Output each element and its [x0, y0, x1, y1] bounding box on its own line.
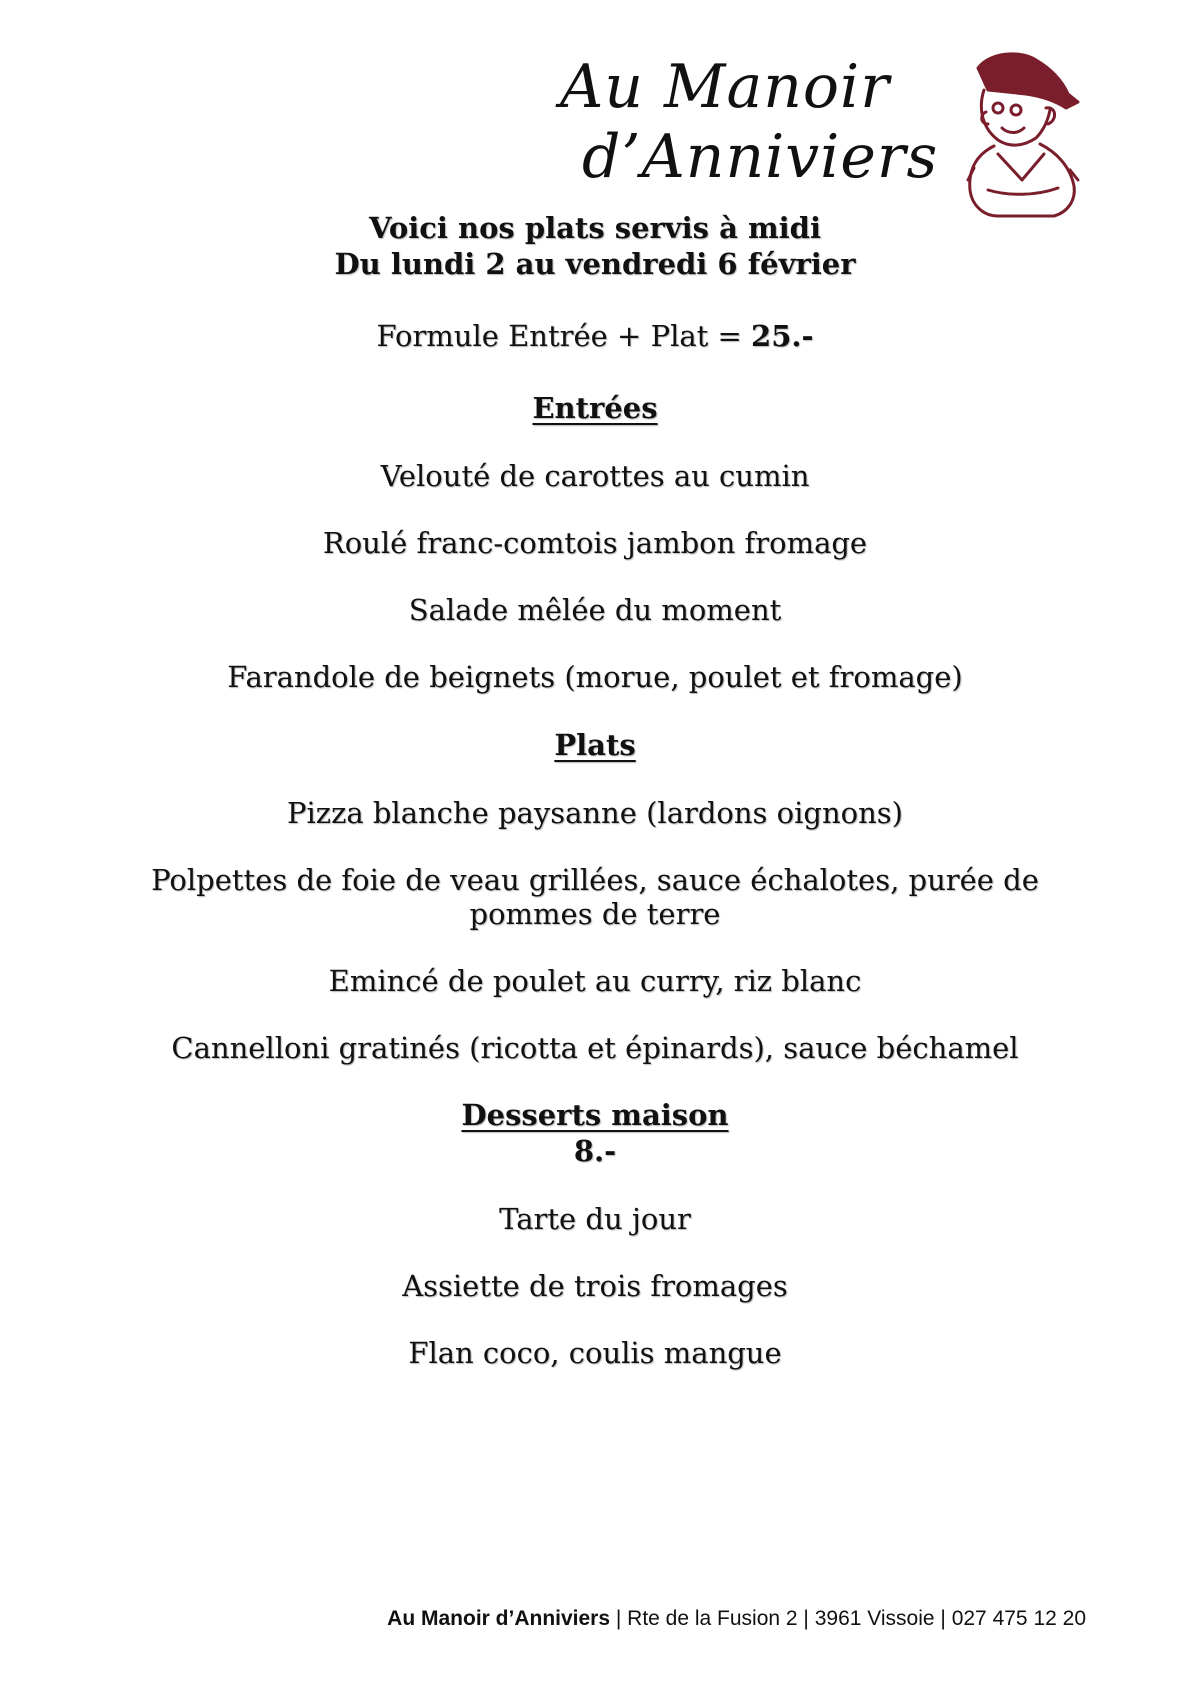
footer-address — [387, 1607, 1086, 1631]
menu-item: Roulé franc-comtois jambon fromage — [322, 526, 868, 560]
formula-line — [0, 318, 1190, 354]
formula-label: Formule Entrée + Plat = — [376, 319, 752, 353]
menu-item: Tarte du jour — [499, 1202, 691, 1236]
footer-contact: | Rte de la Fusion 2 | 3961 Vissoie | 027 475 12 20 — [610, 1607, 1086, 1630]
logo-title-line2: d’Anniviers — [582, 122, 939, 192]
intro-line-2: Du lundi 2 au vendredi 6 février — [334, 247, 856, 281]
menu-item: Assiette de trois fromages — [402, 1269, 788, 1303]
section-heading-entrees: Entrées — [532, 391, 658, 425]
menu-item: Salade mêlée du moment — [408, 593, 782, 627]
chef-mascot-icon — [958, 50, 1086, 220]
menu-item: Velouté de carottes au cumin — [380, 459, 810, 493]
logo-title-line1: Au Manoir — [560, 52, 890, 122]
section-heading-desserts: Desserts maison — [461, 1098, 729, 1132]
menu-item: Flan coco, coulis mangue — [408, 1336, 782, 1370]
menu-item: Pizza blanche paysanne (lardons oignons) — [287, 796, 903, 830]
section-heading-plats: Plats — [554, 728, 636, 762]
formula-price: 25.- — [751, 319, 814, 353]
menu-item: Farandole de beignets (morue, poulet et fromage) — [227, 660, 963, 694]
intro-line-1: Voici nos plats servis à midi — [369, 211, 821, 245]
menu-item: Cannelloni gratinés (ricotta et épinards), sauce béchamel — [171, 1031, 1019, 1065]
desserts-price: 8.- — [573, 1134, 617, 1168]
menu-item: Emincé de poulet au curry, riz blanc — [328, 964, 862, 998]
menu-item: Polpettes de foie de veau grillées, sauce échalotes, purée de — [151, 863, 1039, 897]
footer-restaurant-name: Au Manoir d’Anniviers — [387, 1607, 611, 1630]
restaurant-logo-title — [560, 52, 939, 192]
menu-item-continued: pommes de terre — [469, 897, 721, 931]
